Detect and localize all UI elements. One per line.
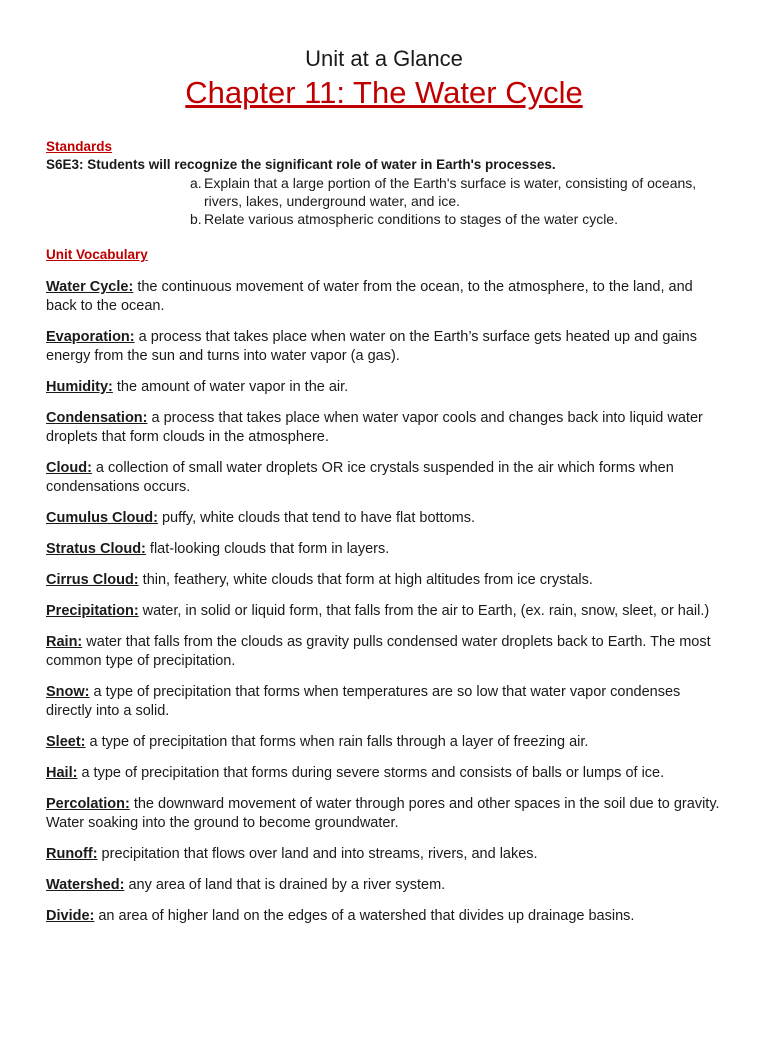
- standards-heading: Standards: [46, 139, 113, 154]
- vocab-definition: precipitation that flows over land and into streams, rivers, and lakes.: [97, 846, 538, 862]
- standard-item: [46, 210, 722, 228]
- vocabulary-heading: Unit Vocabulary: [46, 247, 148, 262]
- vocab-word: Rain:: [46, 634, 83, 650]
- vocab-word: Condensation:: [46, 410, 148, 426]
- vocab-term: [46, 409, 722, 447]
- vocab-term: [46, 540, 722, 559]
- vocab-definition: the amount of water vapor in the air.: [112, 379, 349, 395]
- vocab-term: [46, 328, 722, 366]
- vocab-term: [46, 845, 722, 864]
- vocab-word: Evaporation:: [46, 329, 135, 345]
- vocab-word: Percolation:: [46, 796, 130, 812]
- vocab-definition: a type of precipitation that forms when rain falls through a layer of freezing air.: [85, 734, 589, 750]
- vocab-definition: a type of precipitation that forms during severe storms and consists of balls or lumps of ice.: [77, 765, 665, 781]
- vocab-term: [46, 764, 722, 783]
- standard-item: [46, 174, 722, 210]
- vocab-definition: an area of higher land on the edges of a watershed that divides up drainage basins.: [94, 908, 635, 924]
- vocab-word: Cumulus Cloud:: [46, 510, 158, 526]
- vocab-word: Humidity:: [46, 379, 113, 395]
- vocab-term: [46, 795, 722, 833]
- standard-list: [46, 174, 722, 228]
- vocab-term: [46, 876, 722, 895]
- vocab-definition: water, in solid or liquid form, that falls from the air to Earth, (ex. rain, snow, sleet, or hail.): [138, 603, 710, 619]
- vocab-definition: the downward movement of water through pores and other spaces in the soil due to gravity. Water soaking into the ground to become groundwater.: [46, 796, 720, 831]
- vocab-word: Cloud:: [46, 460, 92, 476]
- vocab-word: Sleet:: [46, 734, 86, 750]
- vocab-definition: flat-looking clouds that form in layers.: [145, 541, 390, 557]
- vocab-word: Stratus Cloud:: [46, 541, 146, 557]
- vocab-word: Runoff:: [46, 846, 98, 862]
- vocab-term: [46, 278, 722, 316]
- standard-statement: S6E3: Students will recognize the significant role of water in Earth's processes.: [46, 157, 556, 172]
- vocab-term: [46, 683, 722, 721]
- vocab-word: Cirrus Cloud:: [46, 572, 139, 588]
- standard-item-marker: a.: [190, 175, 202, 191]
- vocab-definition: any area of land that is drained by a river system.: [124, 877, 446, 893]
- vocab-definition: water that falls from the clouds as gravity pulls condensed water droplets back to Earth. The most common type of precipitation.: [46, 634, 711, 669]
- vocab-term: [46, 378, 722, 397]
- vocab-definition: a process that takes place when water on the Earth’s surface gets heated up and gains energy from the sun and turns into water vapor (a gas).: [46, 329, 697, 364]
- vocab-definition: a process that takes place when water vapor cools and changes back into liquid water droplets that form clouds in the atmosphere.: [46, 410, 703, 445]
- page-title: Chapter 11: The Water Cycle: [185, 75, 583, 110]
- vocab-word: Water Cycle:: [46, 279, 134, 295]
- document-page: [0, 46, 768, 1040]
- standard-item-marker: b.: [190, 211, 202, 227]
- vocab-term: [46, 633, 722, 671]
- vocab-definition: a collection of small water droplets OR ice crystals suspended in the air which forms when condensations occurs.: [46, 460, 674, 495]
- standard-item-text: Explain that a large portion of the Earth's surface is water, consisting of oceans, rivers, lakes, underground water, and ice.: [204, 175, 697, 209]
- vocabulary-list: [46, 278, 722, 926]
- vocab-term: [46, 571, 722, 590]
- vocab-term: [46, 733, 722, 752]
- vocab-word: Hail:: [46, 765, 78, 781]
- page-subtitle: Unit at a Glance: [305, 46, 463, 71]
- vocab-word: Watershed:: [46, 877, 125, 893]
- vocab-definition: puffy, white clouds that tend to have flat bottoms.: [157, 510, 476, 526]
- vocab-word: Divide:: [46, 908, 95, 924]
- vocab-term: [46, 509, 722, 528]
- standard-item-text: Relate various atmospheric conditions to stages of the water cycle.: [204, 211, 618, 227]
- vocab-definition: the continuous movement of water from the ocean, to the atmosphere, to the land, and back to the ocean.: [46, 279, 693, 314]
- vocab-definition: a type of precipitation that forms when temperatures are so low that water vapor condenses directly into a solid.: [46, 684, 681, 719]
- vocab-word: Snow:: [46, 684, 90, 700]
- vocab-definition: thin, feathery, white clouds that form at high altitudes from ice crystals.: [138, 572, 593, 588]
- vocab-term: [46, 459, 722, 497]
- vocab-term: [46, 602, 722, 621]
- vocab-term: [46, 907, 722, 926]
- vocab-word: Precipitation:: [46, 603, 139, 619]
